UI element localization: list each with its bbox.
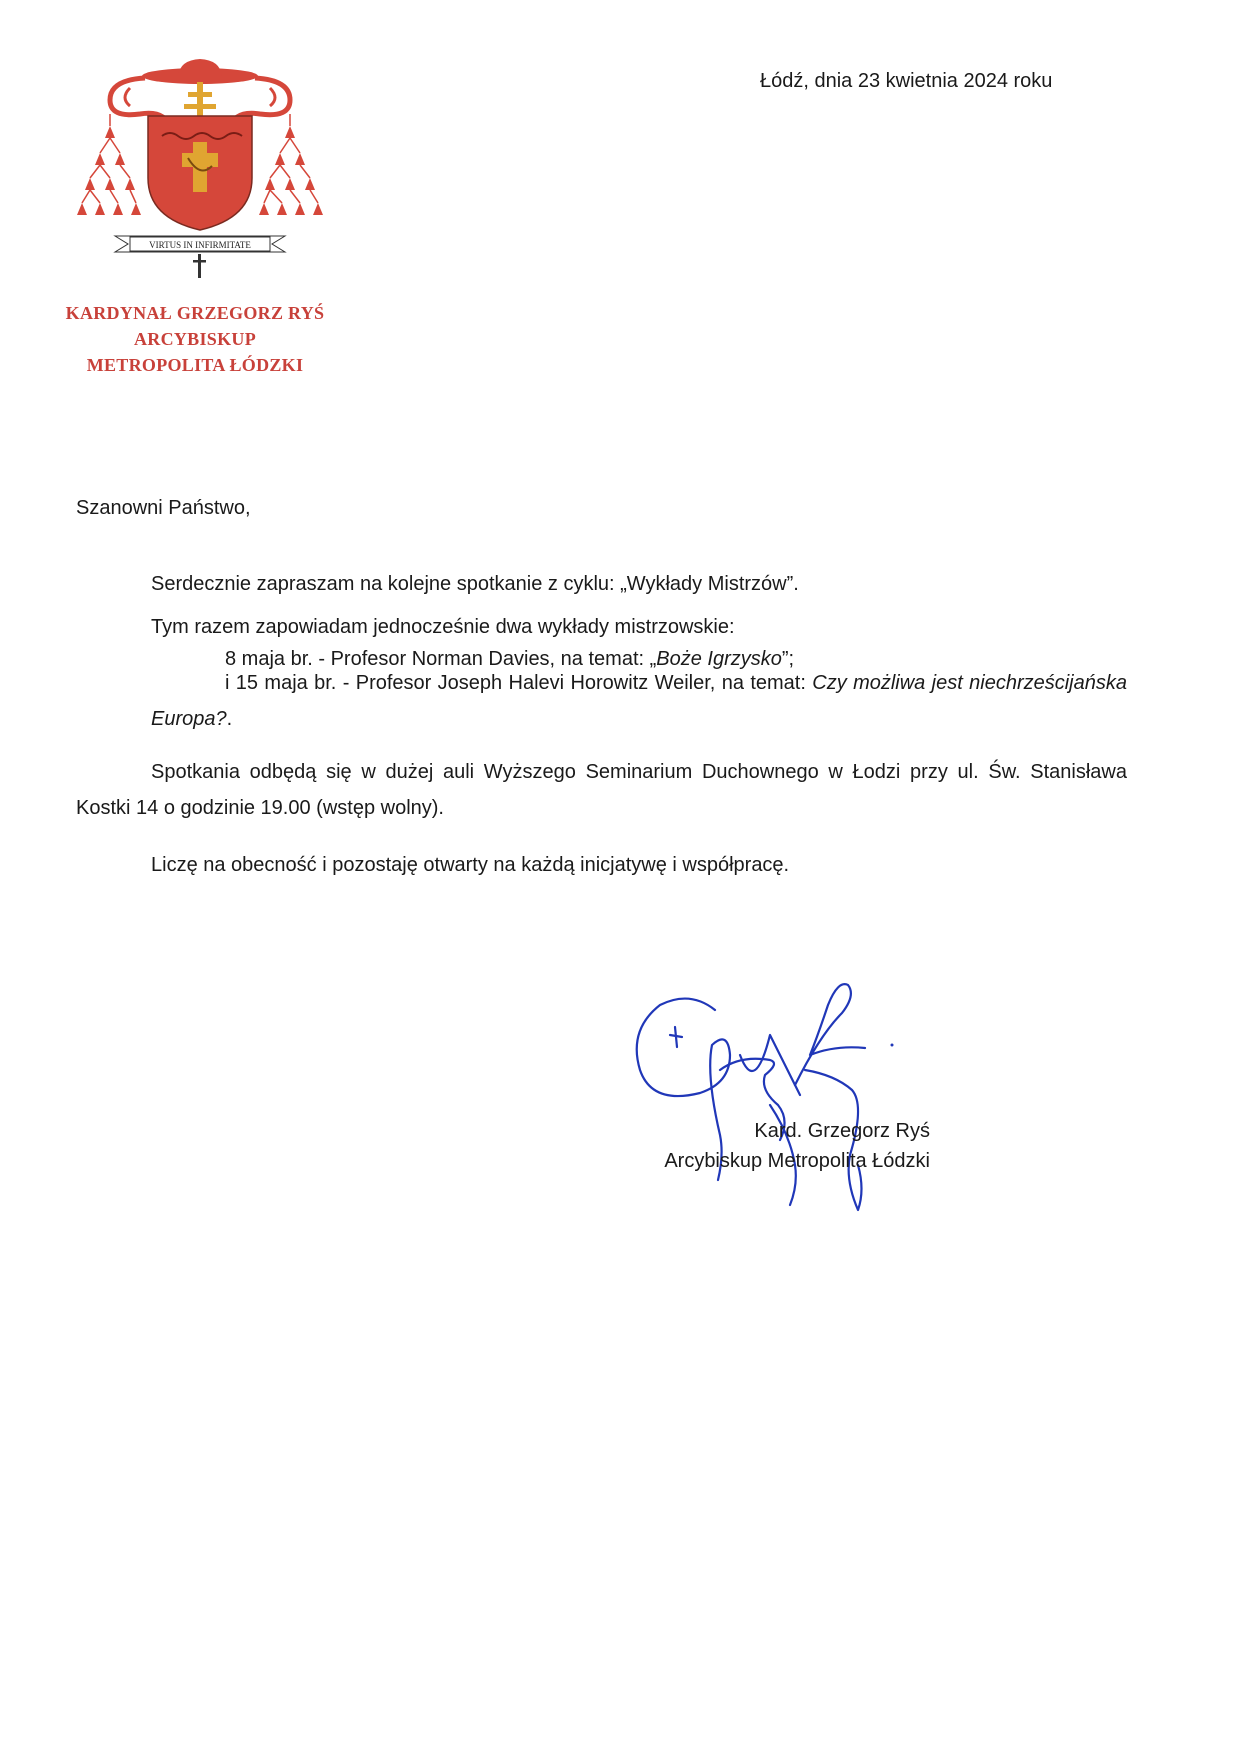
motto-text: VIRTUS IN INFIRMITATE: [149, 240, 251, 250]
issuer-see: METROPOLITA ŁÓDZKI: [86, 355, 304, 375]
signature-icon: [620, 975, 950, 1225]
lecture-2-suffix: .: [226, 708, 233, 730]
place-date: Łódź, dnia 23 kwietnia 2024 roku: [760, 70, 1053, 92]
lecture-2: [151, 665, 1127, 737]
signer-title: Arcybiskup Metropolita Łódzki: [664, 1150, 930, 1172]
lecture-2-prefix: i 15 maja br. - Profesor Joseph Halevi Horowitz Weiler, na temat:: [225, 672, 813, 694]
lecture-2-title: Czy możliwa jest niechrześcijańska Europa?: [151, 672, 1127, 730]
signer-name: Kard. Grzegorz Ryś: [754, 1120, 930, 1142]
lecture-1-suffix: ”;: [781, 648, 795, 670]
coat-of-arms-icon: [70, 58, 330, 290]
issuer-title: ARCYBISKUP: [133, 329, 256, 349]
paragraph-venue: Spotkania odbędą się w dużej auli Wyższego Seminarium Duchownego w Łodzi przy ul. Św. Stanisława Kostki 14 o godzinie 19.00 (wstęp wolny).: [76, 761, 1127, 819]
paragraph-invitation: Serdecznie zapraszam na kolejne spotkanie z cyklu: „Wykłady Mistrzów”.: [151, 573, 799, 595]
issuer-name: KARDYNAŁ GRZEGORZ RYŚ: [65, 303, 325, 323]
paragraph-closing: Liczę na obecność i pozostaję otwarty na każdą inicjatywę i współpracę.: [151, 854, 790, 876]
lecture-1-title: Boże Igrzysko: [656, 648, 782, 670]
lecture-1-prefix: 8 maja br. - Profesor Norman Davies, na temat: „: [225, 648, 657, 670]
paragraph-announcement: Tym razem zapowiadam jednocześnie dwa wykłady mistrzowskie:: [151, 616, 735, 638]
salutation: Szanowni Państwo,: [76, 497, 251, 519]
